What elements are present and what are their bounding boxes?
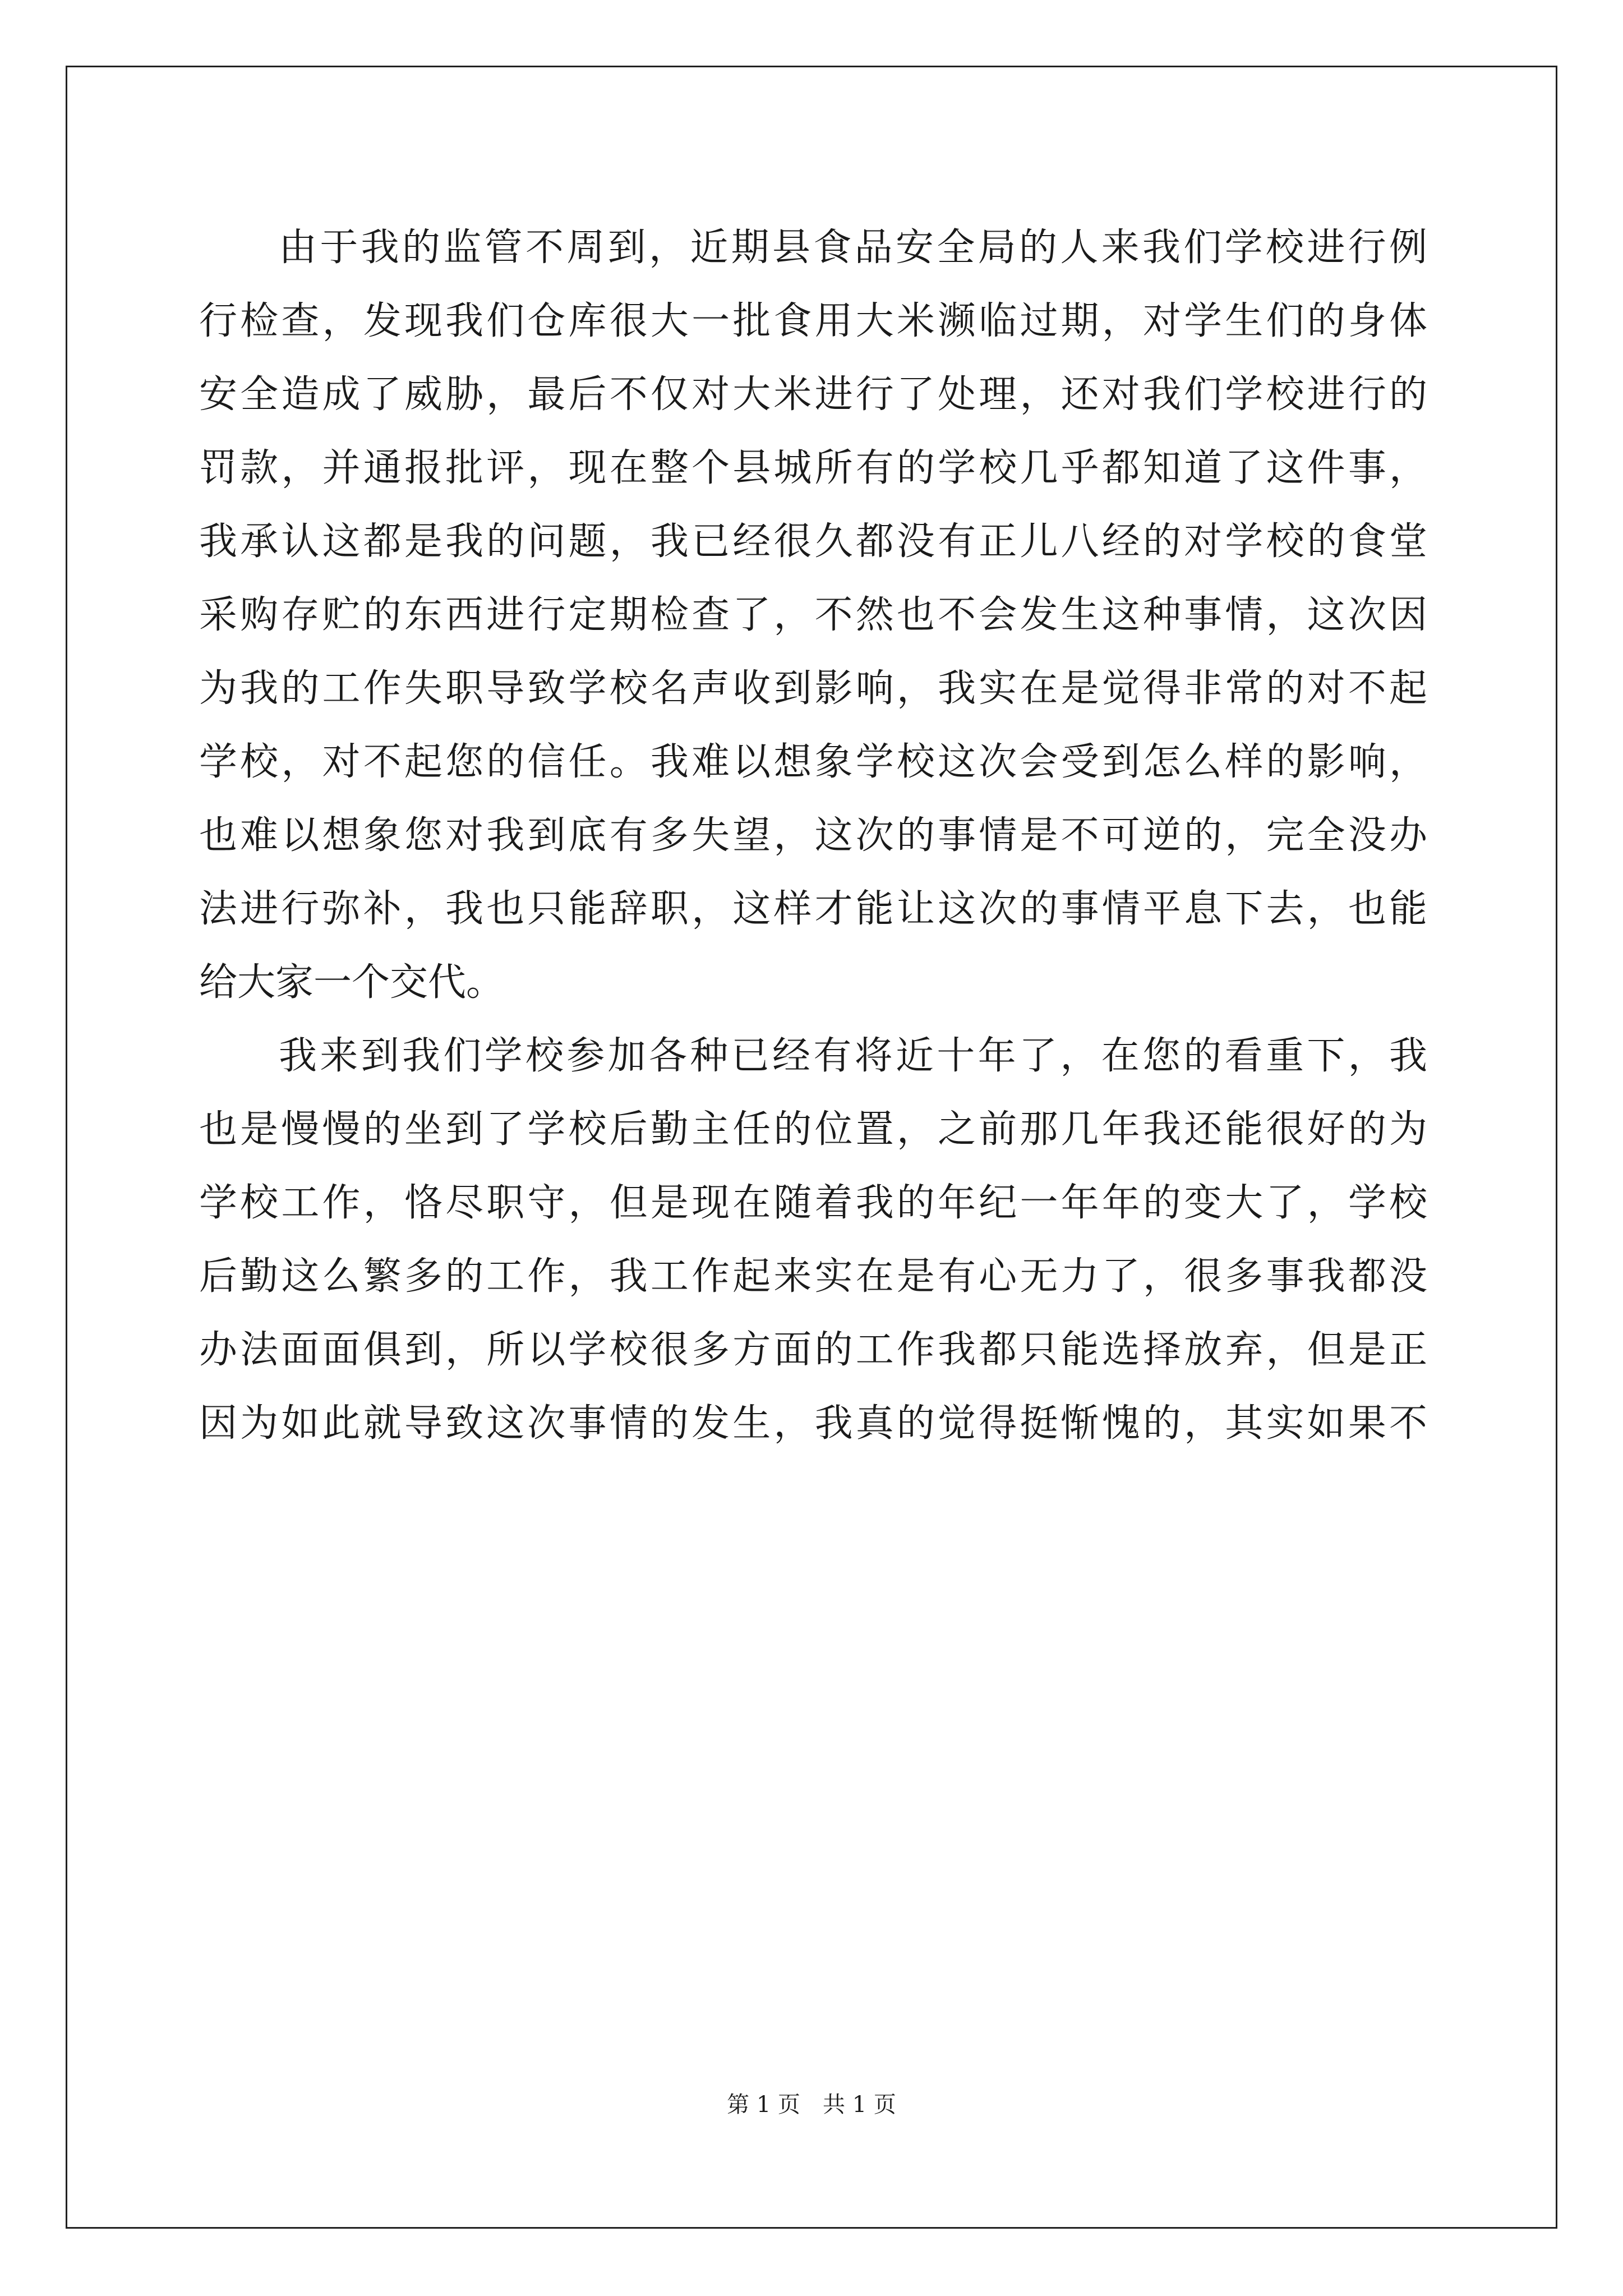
- paragraph-1-line-11: 给大家一个交代。: [199, 960, 505, 1005]
- paragraph-1-line-2: 行检查，发现我们仓库很大一批食用大米濒临过期，对学生们的身体: [199, 299, 1427, 343]
- paragraph-1-line-4: 罚款，并通报批评，现在整个县城所有的学校几乎都知道了这件事，: [199, 446, 1427, 490]
- paragraph-2-line-5: 办法面面俱到，所以学校很多方面的工作我都只能选择放弃，但是正: [199, 1328, 1427, 1372]
- paragraph-2-line-6: 因为如此就导致这次事情的发生，我真的觉得挺惭愧的，其实如果不: [199, 1401, 1427, 1446]
- paragraph-1-line-1: 由于我的监管不周到，近期县食品安全局的人来我们学校进行例: [279, 226, 1427, 270]
- paragraph-2-line-3: 学校工作，恪尽职守，但是现在随着我的年纪一年年的变大了，学校: [199, 1181, 1427, 1225]
- paragraph-2-line-2: 也是慢慢的坐到了学校后勤主任的位置，之前那几年我还能很好的为: [199, 1107, 1427, 1152]
- paragraph-1-line-7: 为我的工作失职导致学校名声收到影响，我实在是觉得非常的对不起: [199, 666, 1427, 711]
- paragraph-1-line-3: 安全造成了威胁，最后不仅对大米进行了处理，还对我们学校进行的: [199, 372, 1427, 417]
- paragraph-2-line-1: 我来到我们学校参加各种已经有将近十年了，在您的看重下，我: [279, 1034, 1427, 1078]
- paragraph-1-line-8: 学校，对不起您的信任。我难以想象学校这次会受到怎么样的影响，: [199, 740, 1427, 784]
- paragraph-1-line-5: 我承认这都是我的问题，我已经很久都没有正儿八经的对学校的食堂: [199, 519, 1427, 564]
- paragraph-1-line-9: 也难以想象您对我到底有多失望，这次的事情是不可逆的，完全没办: [199, 813, 1427, 858]
- paragraph-2-line-4: 后勤这么繁多的工作，我工作起来实在是有心无力了，很多事我都没: [199, 1254, 1427, 1299]
- paragraph-1-line-6: 采购存贮的东西进行定期检查了，不然也不会发生这种事情，这次因: [199, 593, 1427, 637]
- paragraph-1-line-10: 法进行弥补，我也只能辞职，这样才能让这次的事情平息下去，也能: [199, 887, 1427, 931]
- page-number-footer: 第 1 页 共 1 页: [727, 2092, 896, 2118]
